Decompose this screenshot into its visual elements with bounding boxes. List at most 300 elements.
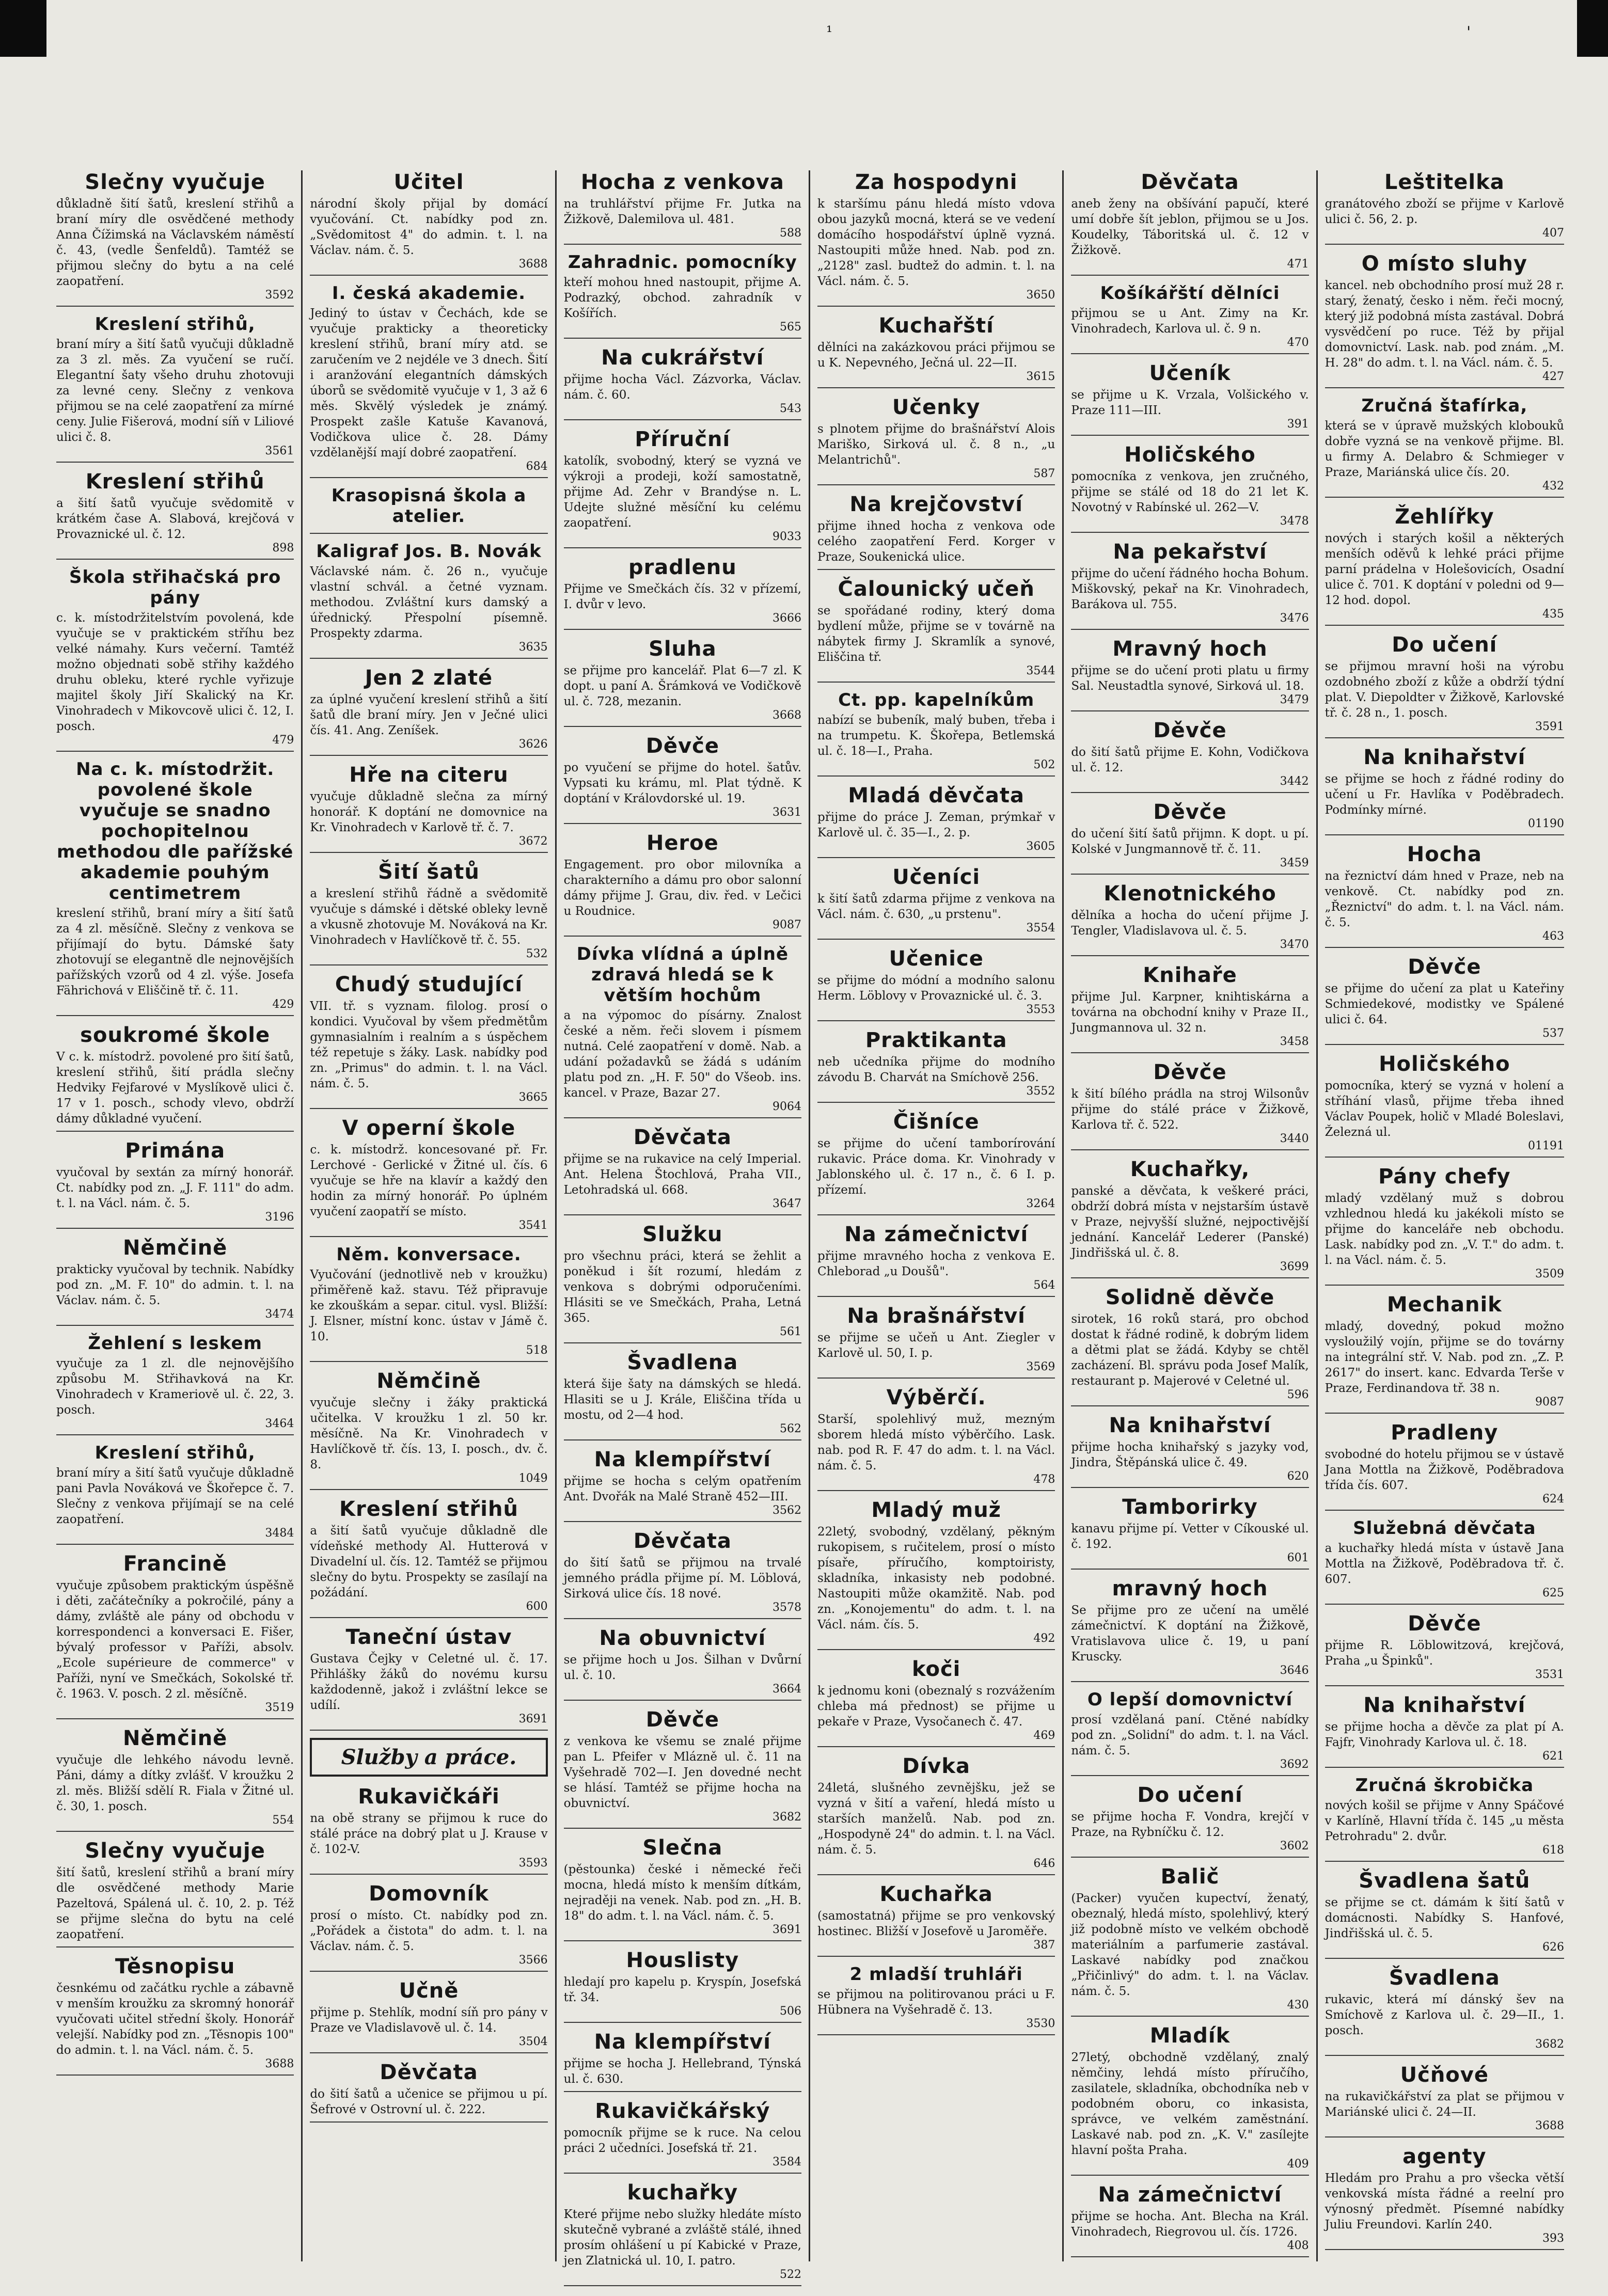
ad-heading: Šití šatů (378, 860, 480, 884)
ad-number: 408 (1287, 2239, 1309, 2252)
ad-body: k jednomu koni (obeznalý s rozvážením chleba má přednost) se přijme u pekaře v Praze, Vysočanech č. 47. (817, 1684, 1055, 1729)
ad-body: na obě strany se přijmou k ruce do stálé práce na dobrý plat u J. Krause v č. 102-V. (310, 1812, 548, 1856)
ad-number: 3442 (1280, 775, 1309, 788)
ad-heading: Čišníce (893, 1110, 980, 1134)
ad-number: 565 (780, 321, 801, 334)
classified-ad (1325, 1869, 1564, 1959)
ad-number: 3666 (773, 612, 801, 625)
ad-number: 3530 (1026, 2017, 1055, 2030)
ad-heading: kuchařky (627, 2181, 738, 2205)
ad-heading: Heroe (646, 831, 719, 855)
ad-heading: Zahradnic. pomocníky (567, 252, 797, 273)
ad-number: 3458 (1280, 1035, 1309, 1048)
ad-body: česnkému od začátku rychle a zábavně v menším kroužku za skromný honorář vyučovati učitel střední školy. Honorář velejší. Nabídky pod zn. „Těsnopis 100" do admin. t. l. na Václ. nám. č. 5. (56, 1982, 294, 2057)
classified-ad (1325, 395, 1564, 498)
classified-ad (310, 1497, 547, 1618)
classified-ad (1071, 1689, 1309, 1776)
ad-heading: Na knihařství (1363, 746, 1526, 769)
classified-ad (1325, 1612, 1564, 1686)
ad-body: (samostatná) přijme se pro venkovský hostinec. Bližší v Josefově u Jaroměře. (817, 1909, 1055, 1938)
ad-heading: Pradleny (1391, 1421, 1499, 1445)
ad-heading: pradlenu (628, 556, 737, 579)
classified-ad (1325, 746, 1564, 835)
ad-heading: Děvče (1408, 1612, 1481, 1636)
ad-heading: Děvče (1153, 800, 1227, 824)
ad-heading: Jen 2 zlaté (365, 666, 493, 690)
ad-number: 626 (1542, 1941, 1564, 1954)
ad-heading: Knihaře (1143, 963, 1237, 987)
classified-ad (564, 2099, 801, 2174)
ad-heading: mravný hoch (1112, 1577, 1268, 1601)
classified-ad (310, 1244, 547, 1362)
classified-ad (564, 1949, 801, 2023)
ad-number: 430 (1287, 1999, 1309, 2012)
classified-ad (310, 1979, 547, 2053)
ad-number: 3484 (265, 1527, 294, 1540)
classified-ad (564, 1836, 801, 1941)
ad-heading: Na zámečnictví (844, 1223, 1029, 1246)
classified-ad (1071, 443, 1309, 533)
ad-body: hledají pro kapelu p. Kryspín, Josefská tř. 34. (563, 1975, 801, 2004)
classified-ad (1071, 361, 1309, 436)
ad-body: se přijme do učení za plat u Kateřiny Schmiedekové, modistky ve Spálené ulici č. 64. (1325, 982, 1564, 1026)
ad-number: 3584 (773, 2156, 801, 2168)
classified-ad (564, 1223, 801, 1343)
ad-body: a kuchařky hledá místa v ústavě Jana Mottla na Žižkově, Poděbradova tř. č. 607. (1325, 1542, 1564, 1586)
ad-number: 3566 (518, 1954, 548, 1967)
ad-heading: Na knihařství (1363, 1693, 1526, 1717)
ad-heading: Hocha z venkova (580, 170, 784, 194)
classified-ad (564, 427, 801, 548)
ad-number: 3682 (773, 1811, 801, 1824)
ad-number: 3561 (265, 445, 294, 457)
ad-heading: Mladá děvčata (848, 784, 1025, 807)
ad-heading: Němčině (123, 1236, 228, 1260)
ad-heading: Tamborirky (1122, 1495, 1258, 1519)
ad-number: 3672 (518, 835, 548, 848)
ad-number: 432 (1542, 480, 1564, 493)
classified-ad (56, 1727, 294, 1832)
classified-ad (56, 759, 294, 1016)
classified-ad (817, 395, 1055, 485)
ad-heading: Kuchařky, (1130, 1158, 1250, 1181)
ad-body: a na výpomoc do písárny. Znalost české a něm. řeči slovem i písmem nutná. Celé zaopatření v domě. Nab. a udání požadavků se žádá s udáním platu pod zn. „H. F. 50" do Všeob. ins. kancel. v Praze, Bazar 27. (563, 1009, 801, 1100)
classified-ad (310, 1369, 547, 1490)
ad-number: 3531 (1535, 1668, 1564, 1681)
ad-heading: Zručná škrobička (1355, 1775, 1534, 1796)
ad-body: se přijme se ct. dámám k šití šatů v domácnosti. Nabídky S. Hanfové, Jindřišská ul. č. 5. (1325, 1896, 1564, 1940)
ad-number: 3688 (518, 258, 548, 271)
ad-body: která šije šaty na dámských se hledá. Hlasiti se u J. Krále, Eliščina třída u mostu, od 2—4 hod. (563, 1377, 801, 1422)
ad-number: 3650 (1026, 289, 1055, 302)
ad-number: 3691 (773, 1923, 801, 1936)
ad-body: V c. k. místodrž. povolené pro šití šatů, kreslení střihů, šití prádla slečny Hedviky Fejfarové v Myslíkově ulici č. 17 v 1. posch., schody vlevo, obdrží dámy důkladné vyučení. (56, 1050, 294, 1126)
ad-heading: Holičského (1379, 1052, 1510, 1076)
ad-number: 625 (1542, 1587, 1564, 1600)
ad-number: 393 (1542, 2232, 1564, 2245)
ad-heading: Švadlena šatů (1359, 1869, 1531, 1893)
classified-ad (1071, 1414, 1309, 1488)
ad-number: 3470 (1280, 938, 1309, 951)
ad-body: nových i starých košil a některých menších oděvů k lehké práci přijme parní prádelna v Holešovicích, Osadní ulice č. 701. K doptání v poledni od 9—12 hod. dopol. (1325, 532, 1564, 607)
ad-heading: Hře na citeru (349, 763, 509, 787)
ad-body: přijme Jul. Karpner, knihtiskárna a továrna na obchodní knihy v Praze II., Jungmannova ul. 32 n. (1071, 990, 1309, 1035)
ad-number: 470 (1287, 336, 1309, 349)
ad-body: na řeznictví dám hned v Praze, neb na venkově. Ct. nabídky pod zn. „Řeznictví" do adm. t. l. na Václ. nám. č. 5. (1325, 869, 1564, 929)
ad-body: pomocník přijme se k ruce. Na celou práci 2 učedníci. Josefská tř. 21. (563, 2126, 801, 2155)
ad-body: se přijme hocha a děvče za plat pí A. Fajfr, Vinohrady Karlova ul. č. 18. (1325, 1720, 1564, 1749)
classified-ad (564, 1351, 801, 1440)
ad-heading: O lepší domovnictví (1087, 1689, 1293, 1710)
ad-number: 3479 (1280, 693, 1309, 706)
ad-heading: Leštitelka (1384, 170, 1505, 194)
ad-body: dělníka a hocha do učení přijme J. Tengler, Vladislavova ul. č. 5. (1071, 909, 1309, 938)
ad-heading: soukromé škole (80, 1023, 271, 1047)
ad-number: 407 (1542, 227, 1564, 240)
ad-body: do šití šatů se přijmou na trvalé jemného prádla přijme pí. M. Löblová, Sirková ulice čís. 18 nové. (563, 1556, 801, 1601)
ad-heading: Žehlířky (1395, 505, 1494, 529)
classified-ad (817, 1498, 1055, 1650)
ad-body: přijme hocha Václ. Zázvorka, Václav. nám. č. 60. (563, 373, 801, 402)
classified-ad (1071, 1060, 1309, 1150)
ad-heading: Děvče (1408, 955, 1481, 979)
ad-number: 391 (1287, 418, 1309, 431)
ad-body: přijme se na rukavice na celý Imperial. Ant. Helena Štochlová, Praha VII., Letohradská ul. 668. (563, 1152, 801, 1197)
ad-heading: Pány chefy (1378, 1165, 1511, 1189)
ad-heading: Houslisty (626, 1949, 739, 1972)
ad-heading: Na pekařství (1113, 540, 1267, 564)
classified-ad (1325, 1775, 1564, 1862)
ad-number: 3478 (1280, 515, 1309, 528)
ad-number: 564 (1033, 1279, 1055, 1292)
classified-ad (817, 1882, 1055, 1957)
ad-body: prosí vzdělaná paní. Ctěné nabídky pod zn. „Solidní" do adm. t. l. na Václ. nám. č. 5. (1071, 1713, 1309, 1757)
ad-body: přijme R. Löblowitzová, krejčová, Praha „u Špinků". (1325, 1639, 1564, 1668)
ad-heading: I. česká akademie. (332, 283, 526, 304)
ad-number: 3554 (1026, 922, 1055, 935)
ad-body: braní míry a šití šatů vyučuji důkladně za 3 zl. měs. Za vyučení se ručí. Elegantní šaty všeho druhu zhotovuji za levné ceny. Slečny z venkova přijmou se na celé zaopatření za mírné ceny. Julie Fišerová, modní síň v Liliové ulici č. 8. (56, 338, 294, 444)
ad-heading: Těsnopisu (115, 1955, 235, 1978)
ad-heading: Služebná děvčata (1353, 1518, 1536, 1539)
ad-heading: Na zámečnictví (1098, 2183, 1282, 2207)
ad-number: 3602 (1280, 1840, 1309, 1852)
ad-body: Vyučování (jednotlivě neb v kroužku) přiměřeně kaž. stavu. Též připravuje ke zkouškám a separ. citul. vysl. Bližší: J. Elsner, místní konc. ústav v Jámě č. 10. (310, 1268, 548, 1343)
classified-ad (1325, 1293, 1564, 1414)
ad-heading: Kreslení střihů, (94, 314, 256, 335)
ad-heading: Francině (123, 1552, 227, 1576)
ad-number: 3569 (1026, 1360, 1055, 1373)
ad-heading: Hocha (1407, 843, 1482, 866)
classified-ad (1325, 633, 1564, 738)
ad-body: nabízí se bubeník, malý buben, třeba i na trumpetu. K. Škořepa, Betlemská ul. č. 18—I., Praha. (817, 714, 1055, 758)
ad-body: Jediný to ústav v Čechách, kde se vyučuje prakticky a theoreticky kreslení střihů, braní míry atd. se zaručením ve 2 nejdéle ve 3 dnech. Šití i aranžování elegantních dámských úborů se svědomitě vyučuje v 1, 3 až 6 měs. Skvělý výsledek je známý. Prospekt zašle Katuše Kavanová, Vodičkova ulice č. 28. Dámy vzdělanější mají dobré zaopatření. (310, 307, 548, 460)
classified-ad (817, 577, 1055, 683)
ad-body: kreslení střihů, braní míry a šití šatů za 4 zl. měsíčně. Slečny z venkova se přijímají do bytu. Dámské šaty zhotovují se elegantně dle nejnovějších pařížských vzorů od 4 zl. výše. Josefa Fährichová v Eliščině tř. č. 11. (56, 907, 294, 997)
ad-heading: Učeník (1149, 361, 1231, 385)
classified-ad (1071, 1495, 1309, 1570)
ad-heading: Na krejčovství (849, 493, 1023, 516)
ad-body: která se v úpravě mužských klobouků dobře vyzná se na venkově přijme. Bl. u firmy A. Delabro & Schmieger v Praze, Mariánská ulice čís. 20. (1325, 419, 1564, 479)
classified-ad (564, 734, 801, 824)
classified-ad (817, 1754, 1055, 1875)
ad-heading: Za hospodyni (855, 170, 1018, 194)
ad-body: se přijme pro kancelář. Plat 6—7 zl. K dopt. u paní A. Šrámková ve Vodičkově ul. č. 728, mezanin. (563, 664, 801, 708)
ad-number: 3541 (518, 1219, 548, 1232)
column-4 (810, 170, 1064, 2261)
classified-ad (310, 485, 547, 534)
classified-ad (564, 346, 801, 420)
ad-heading: Čalounický učeň (838, 577, 1035, 601)
ad-heading: Na cukrářství (601, 346, 764, 370)
classified-ad (564, 1708, 801, 1829)
ad-body: neb učedníka přijme do modního závodu B. Charvát na Smíchově 256. (817, 1055, 1055, 1084)
classified-ad (310, 1785, 547, 1875)
ad-body: na rukavičkářství za plat se přijmou v Mariánské ulici č. 24—II. (1325, 2090, 1564, 2119)
ad-heading: Dívka (902, 1754, 970, 1778)
ad-body: a šití šatů vyučuje svědomitě v krátkém čase A. Slabová, krejčová v Provaznické ul. č. 12. (56, 497, 294, 541)
page-mark-top: ¹ (826, 23, 833, 41)
classified-ad (310, 283, 547, 478)
ad-number: 3665 (518, 1091, 548, 1104)
classified-ad (817, 1028, 1055, 1103)
ad-heading: Holičského (1124, 443, 1256, 467)
ad-heading: Mladík (1149, 2024, 1231, 2048)
scan-corner-right (1577, 0, 1608, 57)
ad-heading: Kreslení střihů, (94, 1443, 256, 1463)
ad-heading: Chudý studující (335, 973, 523, 996)
ad-number: 3553 (1026, 1003, 1055, 1016)
ad-heading: Děvče (645, 734, 719, 758)
classified-ad (1071, 800, 1309, 875)
ad-heading: Krasopisná škola a atelier. (331, 485, 527, 527)
ad-number: 3688 (1535, 2119, 1564, 2132)
ad-body: národní školy přijal by domácí vyučování. Ct. nabídky pod zn. „Svědomitost 4" do admin. t. l. na Václav. nám. č. 5. (310, 197, 548, 257)
ad-number: 3592 (265, 289, 294, 302)
ad-heading: Slečny vyučuje (85, 1839, 265, 1863)
ad-body: kancel. neb obchodního prosí muž 28 r. starý, ženatý, česko i něm. řeči mocný, který již podobná místa zastával. Dobrá vysvědčení po ruce. Též by přijal domovnictví. Lask. nab. pod znám. „M. H. 28" do adm. t. l. na Václ. nám. č. 5. (1325, 279, 1564, 370)
ad-heading: Kaligraf Jos. B. Novák (316, 541, 542, 562)
classified-ad (817, 493, 1055, 570)
ad-body: do šití šatů a učenice se přijmou u pí. Šefrové v Ostrovní ul. č. 222. (310, 2087, 548, 2116)
classified-ad (310, 763, 547, 853)
ad-heading: Zručná štafírka, (1361, 395, 1528, 416)
ad-number: 3635 (518, 641, 548, 654)
ad-body: Gustava Čejky v Celetné ul. č. 17. Přihlášky žáků do novému kursu každodenně, jakož i zvláštní lekce se udílí. (310, 1652, 548, 1712)
ad-heading: Sluha (649, 637, 717, 661)
ad-heading: Na knihařství (1109, 1414, 1271, 1437)
ad-body: prakticky vyučoval by technik. Nabídky pod zn. „M. F. 10" do admin. t. l. na Václav. nám. č. 5. (56, 1263, 294, 1307)
classified-ad (56, 1443, 294, 1545)
ad-body: (pěstounka) české i německé řeči mocna, hledá místo k menším dítkám, nejraději na venek. Nab. pod zn. „H. B. 18" do adm. t. l. na Václ. nám. č. 5. (563, 1863, 801, 1923)
classified-ad (1325, 1052, 1564, 1158)
ad-number: 3647 (773, 1197, 801, 1210)
ad-number: 9064 (773, 1100, 801, 1113)
ad-heading: Košíkářští dělníci (1100, 283, 1280, 304)
ad-body: mladý vzdělaný muž s dobrou vzhlednou hledá ku jakékoli místo se přijme do kanceláře neb obchodu. Lask. nabídky pod zn. „V. T." do adm. t. l. na Václ. nám. č. 5. (1325, 1192, 1564, 1267)
classified-ad (1071, 1286, 1309, 1406)
classified-ad (1071, 1158, 1309, 1278)
ad-heading: Učně (399, 1979, 459, 2003)
classified-ad (56, 470, 294, 560)
section-banner: Služby a práce. (310, 1738, 547, 1777)
classified-ad (1325, 2063, 1564, 2137)
ad-body: na truhlářství přijme Fr. Jutka na Žižkově, Dalemilova ul. 481. (563, 197, 801, 226)
ad-body: Přijme ve Smečkách čís. 32 v přízemí, I. dvůr v levo. (563, 582, 801, 611)
ad-number: 492 (1033, 1632, 1055, 1645)
classified-ad (817, 1223, 1055, 1297)
ad-body: z venkova ke všemu se znalé přijme pan L. Pfeifer v Mlázně ul. č. 11 na Vyšehradě 702—I. Jen dovedné necht se hlásí. Tamtéž se přijme hocha na obuvnictví. (563, 1735, 801, 1810)
ad-heading: Slečny vyučuje (85, 170, 265, 194)
ad-number: 479 (272, 734, 294, 747)
ad-body: kteří mohou hned nastoupit, přijme A. Podrazký, obchod. zahradník v Košířích. (563, 276, 801, 320)
ad-number: 3476 (1280, 612, 1309, 625)
ad-body: přijme p. Stehlík, modní síň pro pány v Praze ve Vladislavově ul. č. 14. (310, 2006, 548, 2035)
ad-number: 624 (1542, 1493, 1564, 1506)
ad-body: k šití bílého prádla na stroj Wilsonův přijme do stálé práce v Žižkově, Karlova tř. č. 522. (1071, 1087, 1309, 1132)
ad-body: Václavské nám. č. 26 n., vyučuje vlastní schvál. a četné vyznam. methodou. Zvláštní kurs damský a úřednický. Přespolní písemně. Prospekty zdarma. (310, 565, 548, 640)
classified-ad (817, 947, 1055, 1021)
ad-number: 3668 (773, 709, 801, 722)
ad-number: 518 (526, 1344, 548, 1357)
ad-number: 3544 (1026, 664, 1055, 677)
ad-body: a šití šatů vyučuje důkladně dle vídeňské methody Al. Hutterová v Divadelní ul. čís. 12. Tamtéž se přijmou slečny do bytu. Prospekty se zasílají na požádání. (310, 1524, 548, 1600)
ad-heading: agenty (1402, 2145, 1487, 2168)
ad-body: sirotek, 16 roků stará, pro obchod dostat k řádné rodině, k dobrým lidem a dětmi plat se žádá. Kdyby se chtěl zacházení. Bl. správu poda Josef Malík, restaurant p. Majerové v Celetné ul. (1071, 1312, 1309, 1388)
ad-body: se přijme do učení tamborírování rukavic. Práce doma. Kr. Vinohrady v Jablonského ul. č. 17 n., č. 6 I. p. přízemí. (817, 1137, 1055, 1197)
classified-ad (56, 1955, 294, 2076)
ad-heading: Švadlena (1389, 1966, 1500, 1990)
classified-ad (56, 170, 294, 307)
ad-number: 469 (1033, 1729, 1055, 1742)
ad-number: 646 (1033, 1857, 1055, 1870)
ad-number: 3504 (518, 2035, 548, 2048)
ad-number: 522 (780, 2268, 801, 2281)
ad-heading: Děvče (1153, 719, 1227, 742)
classified-ad (1071, 1865, 1309, 2017)
ad-body: c. k. místodrž. koncesované př. Fr. Lerchové - Gerlické v Žitné ul. čís. 6 vyučuje se hře na klavír a každý den hodin za mírný honorář. Po úplném vyučení zaopatří se místo. (310, 1143, 548, 1218)
ad-number: 429 (272, 998, 294, 1011)
ad-body: 24letá, slušného zevnějšku, jež se vyzná v šití a vaření, hledá místo u starších manželů. Nab. pod zn. „Hospodyně 24" do admin. t. l. na Václ. nám. č. 5. (817, 1781, 1055, 1857)
ad-body: panské a děvčata, k veškeré práci, obdrží dobrá místa v nejstarším ústavě v Praze, nejvyšší služné, nejpoctivější jednání. Kancelář Lederer (Panské) Jindřišská ul. č. 8. (1071, 1184, 1309, 1260)
ad-number: 9033 (773, 530, 801, 543)
ad-body: pomocníka z venkova, jen zručného, přijme se stálé od 18 do 21 let K. Novotný v Rabínské ul. 262—V. (1071, 470, 1309, 514)
ad-body: nových košil se přijme v Anny Spáčové v Karlíně, Hlavní třída č. 145 „u města Petrohradu" 2. dvůr. (1325, 1799, 1564, 1843)
ad-body: rukavic, která mí dánský šev na Smíchově z Karlova ul. č. 29—II., 1. posch. (1325, 1993, 1564, 2037)
ad-number: 3664 (773, 1683, 801, 1696)
ad-number: 3509 (1535, 1268, 1564, 1280)
ad-number: 588 (780, 227, 801, 240)
ad-heading: Domovník (369, 1882, 489, 1906)
ad-heading: Škola střihačská pro pány (69, 567, 281, 608)
classified-ad (1071, 1783, 1309, 1858)
ad-heading: Učitel (393, 170, 464, 194)
ad-number: 684 (526, 460, 548, 473)
ad-number: 3591 (1535, 720, 1564, 733)
ad-body: za úplné vyučení kreslení střihů a šití šatů dle braní míry. Jen v Ječné ulici čís. 41. Ang. Zeníšek. (310, 693, 548, 737)
ad-number: 3264 (1026, 1197, 1055, 1210)
classified-ad (817, 690, 1055, 777)
classified-ad (310, 860, 547, 965)
classified-ad (310, 666, 547, 756)
classified-ad (1071, 2183, 1309, 2257)
ad-number: 502 (1033, 758, 1055, 771)
ad-body: Engagement. pro obor milovníka a charakterního a dámu pro obor salonní dámy přijme J. Grau, div. řed. v Lečici u Roudnice. (563, 858, 801, 918)
classified-ad (1325, 843, 1564, 948)
ad-number: 3631 (773, 806, 801, 819)
ad-body: přijme se hocha. Ant. Blecha na Král. Vinohradech, Riegrovou ul. čís. 1726. (1071, 2210, 1309, 2239)
classified-ad (1071, 170, 1309, 276)
ad-number: 3646 (1280, 1664, 1309, 1677)
ad-heading: V operní škole (342, 1116, 516, 1140)
ad-number: 9087 (1535, 1396, 1564, 1408)
ad-number: 543 (780, 402, 801, 415)
ad-body: pomocníka, který se vyzná v holení a stříhání vlasů, přijme třeba ihned Václav Poupek, holič v Mladé Boleslavi, Železná ul. (1325, 1079, 1564, 1139)
ad-heading: Na c. k. místodržit. povolené škole vyučuje se snadno pochopitelnou methodou dle pařížské akademie pouhým centimetrem (56, 759, 294, 904)
classified-ad (564, 1626, 801, 1701)
column-6 (1318, 170, 1571, 2261)
ad-number: 621 (1542, 1750, 1564, 1763)
ad-number: 471 (1287, 258, 1309, 271)
ad-body: přijme hocha knihařský s jazyky vod, Jindra, Štěpánská ulice č. 49. (1071, 1440, 1309, 1469)
ad-number: 3552 (1026, 1085, 1055, 1098)
ad-heading: koči (911, 1657, 961, 1681)
ad-number: 562 (780, 1422, 801, 1435)
ad-body: se přijme u K. Vrzala, Volšického v. Praze 111—III. (1071, 388, 1309, 417)
ad-number: 3615 (1026, 370, 1055, 383)
ad-heading: 2 mladší truhláři (849, 1964, 1023, 1985)
ad-body: kanavu přijme pí. Vetter v Cíkouské ul. č. 192. (1071, 1522, 1309, 1551)
ad-heading: Kuchařka (879, 1882, 993, 1906)
classified-ad (56, 1236, 294, 1326)
ad-number: 478 (1033, 1473, 1055, 1486)
classified-ad (1071, 719, 1309, 793)
ad-number: 463 (1542, 930, 1564, 943)
classified-ad (817, 314, 1055, 388)
ad-heading: Do učení (1137, 1783, 1243, 1807)
ad-body: mladý, dovedný, pokud možno vysloužilý vojín, přijme se do továrny na integrální stř. V. Nab. pod zn. „Z. P. 2617" do insert. kanc. Edvarda Terše v Praze, Ferdinandova tř. 38 n. (1325, 1320, 1564, 1395)
ad-body: do učení šití šatů přijmn. K dopt. u pí. Kolské v Jungmannově tř. č. 11. (1071, 827, 1309, 856)
ad-body: 22letý, svobodný, vzdělaný, pěkným rukopisem, s ručitelem, prosí o místo písaře, příručího, komptoiristy, skladníka, inkasisty neb podobné. Nastoupiti může okamžitě. Nab. pod zn. „Konojementu" do adm. t. l. na Václ. nám. čís. 5. (817, 1525, 1055, 1632)
ad-heading: Primána (125, 1139, 226, 1163)
ad-heading: Kreslení střihů (85, 470, 265, 494)
ad-number: 600 (526, 1600, 548, 1613)
ad-number: 554 (272, 1814, 294, 1827)
classified-ad (56, 314, 294, 463)
classified-ad (310, 1882, 547, 1972)
classified-ad (56, 567, 294, 752)
ad-number: 3578 (773, 1601, 801, 1614)
ad-number: 532 (526, 947, 548, 960)
ad-number: 9087 (773, 919, 801, 931)
classified-ad (1325, 1165, 1564, 1286)
ad-body: se přijme hocha F. Vondra, krejčí v Praze, na Rybníčku č. 12. (1071, 1810, 1309, 1839)
ad-heading: Dívka vlídná a úplně zdravá hledá se k větším hochům (576, 944, 789, 1006)
ad-body: vyučuje dle lehkého návodu levně. Páni, dámy a dítky zvlášť. V kroužku 2 zl. měs. Bližší sdělí R. Fiala v Žitné ul. č. 30, 1. posch. (56, 1753, 294, 1813)
ad-heading: Učenice (889, 947, 984, 971)
classified-ad (310, 1625, 547, 1731)
ad-heading: Mravný hoch (1112, 637, 1268, 661)
ad-body: Hledám pro Prahu a pro všecka větší venkovská místa řádné a reelní pro výnosný předmět. Písemné nabídky Juliu Freundovi. Karlín 240. (1325, 2172, 1564, 2231)
column-1 (49, 170, 303, 2261)
ad-heading: Děvčata (633, 1529, 732, 1553)
ad-heading: Příruční (635, 427, 731, 451)
ad-heading: Do učení (1392, 633, 1497, 657)
classified-ad (564, 170, 801, 245)
ad-heading: Děvče (645, 1708, 719, 1732)
classified-columns (49, 170, 1571, 2281)
classified-ad (1325, 1693, 1564, 1768)
classified-ad (564, 2181, 801, 2286)
